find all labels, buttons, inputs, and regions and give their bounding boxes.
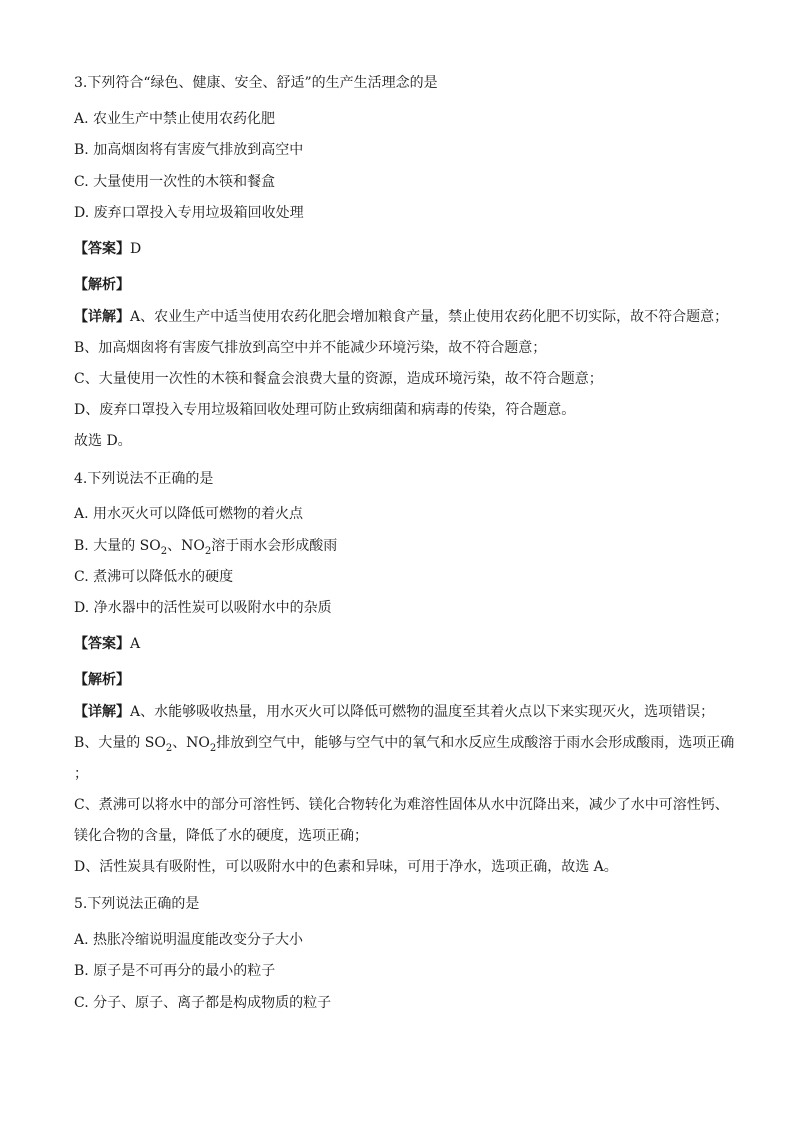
option-text: 、NO	[167, 538, 205, 554]
question-4-detail-b	[74, 734, 734, 752]
detail-label: 【详解】	[74, 309, 130, 325]
question-4-option-d: D. 净水器中的活性炭可以吸附水中的杂质	[74, 600, 332, 616]
analysis-label: 【解析】	[74, 277, 130, 293]
subscript: 2	[160, 545, 168, 557]
question-4-detail-a	[74, 703, 734, 721]
question-4-option-b	[74, 537, 734, 555]
answer-label: 【答案】	[74, 636, 130, 652]
subscript: 2	[209, 742, 217, 754]
analysis-label: 【解析】	[74, 672, 130, 688]
question-4-detail-b-wrap: ；	[74, 766, 88, 782]
question-3-detail-c: C、大量使用一次性的木筷和餐盒会浪费大量的资源，造成环境污染，故不符合题意；	[74, 371, 603, 387]
detail-text: A、水能够吸收热量，用水灭火可以降低可燃物的温度至其着火点以下来实现灭火，选项错误；	[130, 704, 715, 720]
detail-text: 、NO	[172, 735, 210, 751]
question-4-answer	[74, 635, 734, 653]
detail-text: 排放到空气中，能够与空气中的氧气和水反应生成酸溶于雨水会形成酸雨，选项正确	[216, 735, 735, 751]
option-text: 溶于雨水会形成酸雨	[211, 538, 338, 554]
question-3-option-c: C. 大量使用一次性的木筷和餐盒	[74, 174, 276, 190]
question-4-option-c: C. 煮沸可以降低水的硬度	[74, 569, 234, 585]
detail-text: B、大量的 SO	[74, 735, 166, 751]
question-3-conclusion: 故选 D。	[74, 433, 132, 449]
question-5-option-b: B. 原子是不可再分的最小的粒子	[74, 963, 276, 979]
answer-label: 【答案】	[74, 241, 130, 257]
question-3-option-b: B. 加高烟囱将有害废气排放到高空中	[74, 142, 304, 158]
question-3-answer	[74, 240, 734, 258]
question-3-option-a: A. 农业生产中禁止使用农药化肥	[74, 111, 276, 127]
answer-value: A	[130, 636, 141, 652]
detail-text: A、农业生产中适当使用农药化肥会增加粮食产量，禁止使用农药化肥不切实际，故不符合题意；	[130, 309, 729, 325]
detail-label: 【详解】	[74, 704, 130, 720]
question-4-analysis-label	[74, 671, 734, 689]
subscript: 2	[204, 545, 212, 557]
question-3-detail-b: B、加高烟囱将有害废气排放到高空中并不能减少环境污染，故不符合题意；	[74, 340, 547, 356]
question-4-detail-c-line2: 镁化合物的含量，降低了水的硬度，选项正确；	[74, 828, 368, 844]
subscript: 2	[165, 742, 173, 754]
answer-value: D	[130, 241, 142, 257]
option-text: B. 大量的 SO	[74, 538, 161, 554]
question-5-option-c: C. 分子、原子、离子都是构成物质的粒子	[74, 995, 332, 1011]
question-4-detail-d: D、活性炭具有吸附性，可以吸附水中的色素和异味，可用于净水，选项正确，故选 A。	[74, 859, 618, 875]
question-3-detail-d: D、废弃口罩投入专用垃圾箱回收处理可防止致病细菌和病毒的传染，符合题意。	[74, 402, 576, 418]
question-5-stem: 5.下列说法正确的是	[74, 896, 200, 912]
question-4-option-a: A. 用水灭火可以降低可燃物的着火点	[74, 506, 304, 522]
question-5-option-a: A. 热胀冷缩说明温度能改变分子大小	[74, 932, 304, 948]
question-3-option-d: D. 废弃口罩投入专用垃圾箱回收处理	[74, 205, 304, 221]
question-3-detail-a	[74, 308, 734, 326]
question-3-analysis-label	[74, 276, 734, 294]
question-4-stem: 4.下列说法不正确的是	[74, 471, 214, 487]
question-3-stem: 3.下列符合“绿色、健康、安全、舒适”的生产生活理念的是	[74, 75, 438, 91]
question-4-detail-c-line1: C、煮沸可以将水中的部分可溶性钙、镁化合物转化为难溶性固体从水中沉降出来，减少了水中可溶性钙、	[74, 797, 729, 813]
